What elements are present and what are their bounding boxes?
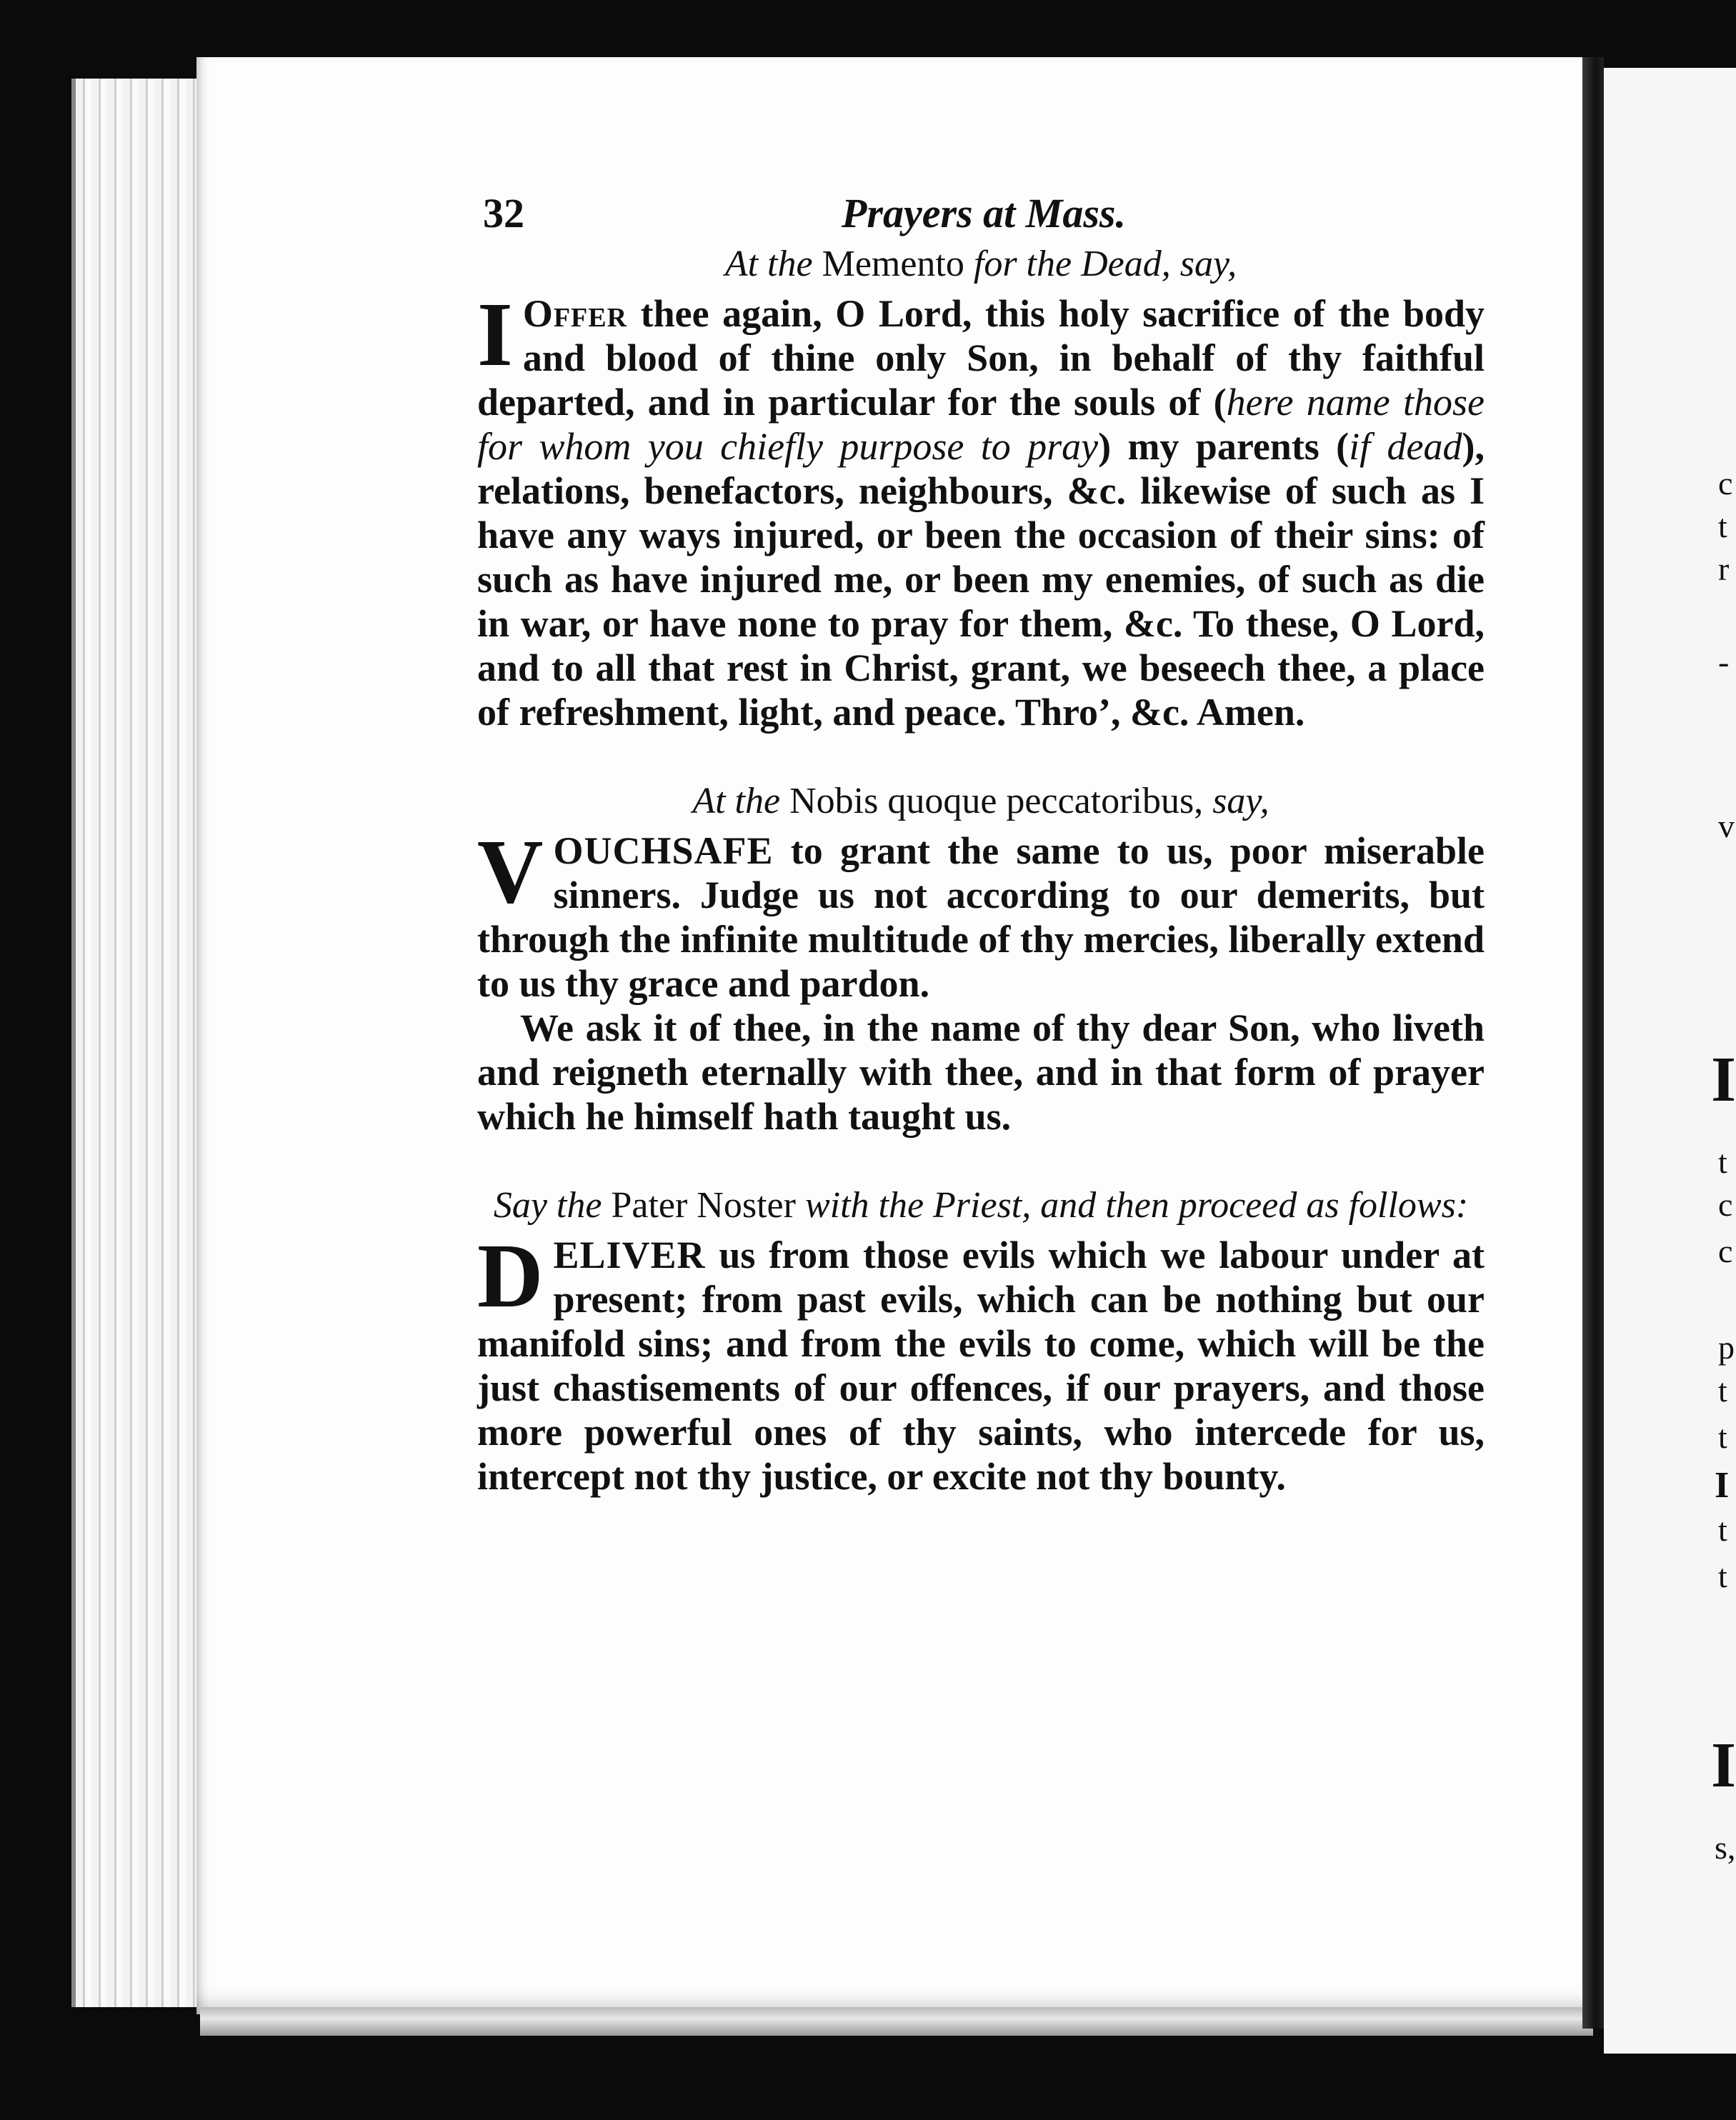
first-word: OUCHSAFE xyxy=(553,829,774,872)
facing-glyph: c xyxy=(1718,1233,1733,1269)
prayer-paragraph xyxy=(477,284,1485,734)
prayer-text: us from those evils which we labour under at present; from past evils, which can be nothing but our manifold sins; and from the evils to come, which will be the just chastisements of our offences, if our prayers, and those more powerful ones of thy saints, who intercede for us, intercept not thy justice, or excite not thy bounty. xyxy=(477,1234,1485,1498)
drop-cap: D xyxy=(477,1225,544,1326)
prayer-paragraph xyxy=(477,821,1485,1006)
facing-glyph: v xyxy=(1718,808,1735,844)
facing-glyph: p xyxy=(1718,1329,1735,1366)
rubric-italic: Say the xyxy=(493,1185,602,1226)
facing-glyph: t xyxy=(1718,1144,1727,1180)
first-word: Offer xyxy=(522,292,628,335)
prayer-paragraph xyxy=(477,1225,1485,1499)
rubric-nobis xyxy=(477,780,1485,823)
prayer-instruction: here name those for whom you chiefly purpose to pray xyxy=(477,381,1485,468)
rubric-memento xyxy=(477,243,1485,286)
facing-glyph: t xyxy=(1718,1558,1727,1594)
book-gutter xyxy=(1582,57,1604,2029)
facing-glyph: c xyxy=(1718,1186,1733,1223)
page-title: Prayers at Mass. xyxy=(842,190,1126,236)
rubric-italic: At the xyxy=(724,244,813,284)
running-head xyxy=(477,179,1485,243)
facing-glyph: t xyxy=(1718,1419,1727,1455)
facing-glyph: I xyxy=(1711,1044,1736,1115)
rubric-italic: At the xyxy=(692,781,781,821)
facing-glyph: r xyxy=(1718,551,1730,587)
rubric-italic: say, xyxy=(1212,781,1269,821)
facing-glyph: t xyxy=(1718,1511,1727,1548)
rubric-italic: for the Dead, say, xyxy=(973,244,1237,284)
rubric-roman: Memento xyxy=(822,244,964,284)
rubric-roman: Pater Noster xyxy=(611,1185,796,1226)
rubric-italic: with the Priest, and then proceed as follows: xyxy=(804,1185,1469,1226)
rubric-pater-noster xyxy=(477,1184,1485,1227)
prayer-instruction: if dead xyxy=(1349,425,1462,468)
facing-glyph: t xyxy=(1718,1372,1727,1409)
facing-glyph: I xyxy=(1715,1465,1730,1506)
facing-glyph: s, xyxy=(1715,1829,1736,1866)
rubric-roman: Nobis quoque peccatoribus, xyxy=(789,781,1204,821)
prayer-text: ) my parents ( xyxy=(1098,425,1350,468)
first-word: ELIVER xyxy=(553,1234,706,1276)
facing-glyph: t xyxy=(1718,508,1727,544)
prayer-paragraph: We ask it of thee, in the name of thy dear Son, who liveth and reigneth eternally with thee, and in that form of prayer which he himself hath taught us. xyxy=(477,1006,1485,1138)
page-text xyxy=(477,179,1485,1499)
prayer-text: thee again, O Lord, this holy sacrifice of the body and blood of thine only Son, in behalf of thy faithful departed, and in particular for the souls of ( xyxy=(477,292,1485,424)
facing-glyph: I xyxy=(1711,1730,1736,1801)
drop-cap: I xyxy=(477,284,513,385)
page-bottom-edge xyxy=(200,2007,1593,2036)
page-number: 32 xyxy=(483,190,524,236)
facing-glyph: - xyxy=(1718,644,1730,680)
prayer-text: to grant the same to us, poor miserable sinners. Judge us not according to our demerits, but through the infinite multitude of thy mercies, liberally extend to us thy grace and pardon. xyxy=(477,829,1485,1005)
prayer-text: ), relations, benefactors, neighbours, &c. likewise of such as I have any ways injured, or been the occasion of their sins: of such as have injured me, or been my enemies, of such as die in war, or have none to pray for them, &c. To these, O Lord, and to all that rest in Christ, grant, we beseech thee, a place of refreshment, light, and peace. Thro’, &c. Amen. xyxy=(477,425,1485,734)
facing-glyph: c xyxy=(1718,465,1733,501)
drop-cap: V xyxy=(477,821,544,922)
